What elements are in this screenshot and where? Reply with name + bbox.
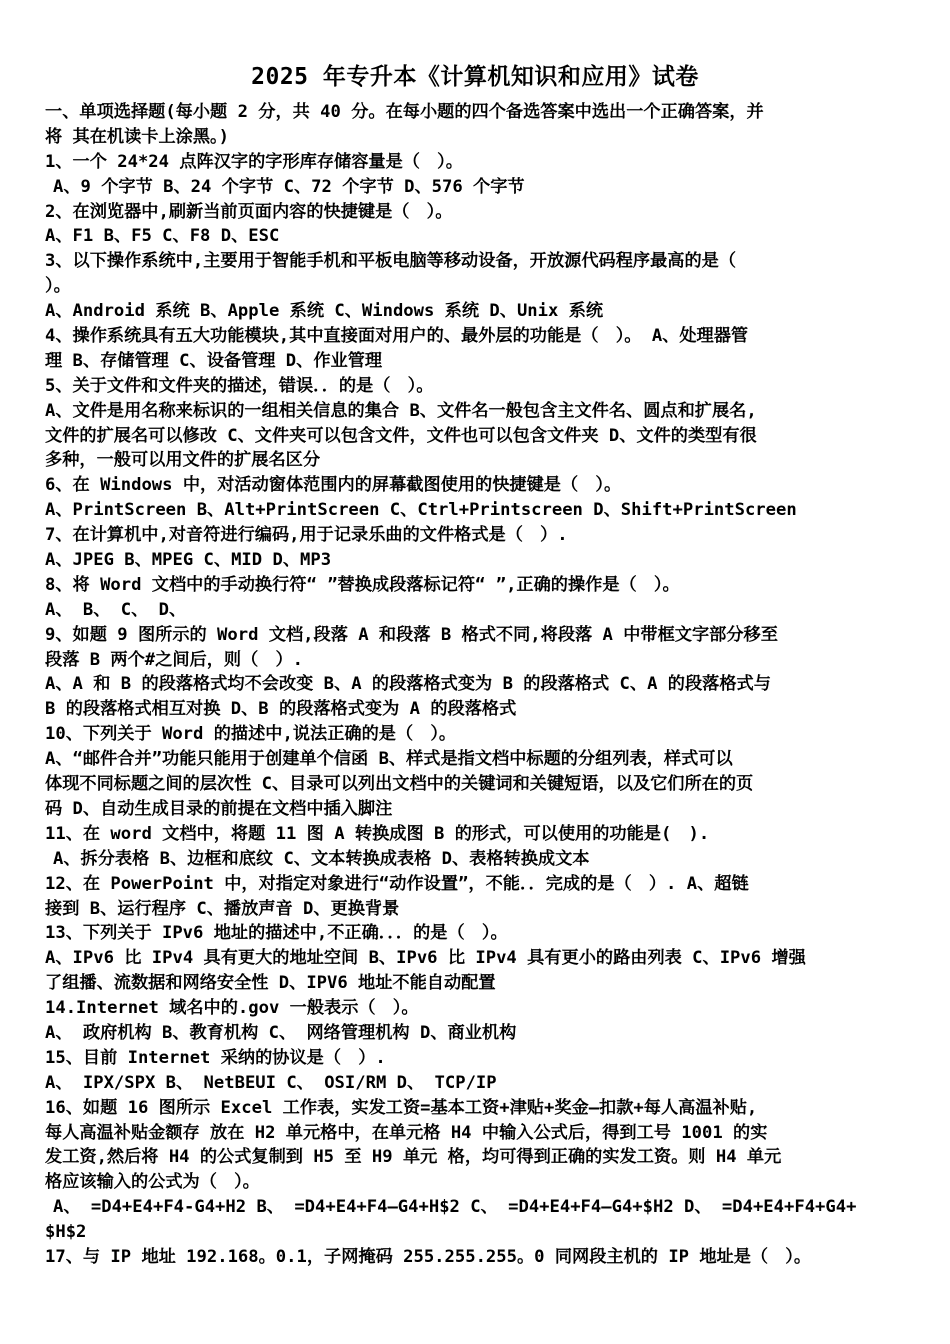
question-10-options: A、“邮件合并”功能只能用于创建单个信函 B、样式是指文档中标题的分组列表，样式可以 bbox=[45, 749, 733, 770]
question-16-options: A、 =D4+E4+F4-G4+H2 B、 =D4+E4+F4—G4+H$2 C、 =D4+E4+F4—G4+$H2 D、 =D4+E4+F4+G4+ bbox=[53, 1197, 857, 1218]
question-6-options: A、PrintScreen B、Alt+PrintScreen C、Ctrl+Printscreen D、Shift+PrintScreen bbox=[45, 500, 797, 521]
question-1-options: A、9 个字节 B、24 个字节 C、72 个字节 D、576 个字节 bbox=[53, 176, 525, 197]
question-5: 5、关于文件和文件夹的描述，错误．．的是（ ）。 bbox=[45, 375, 434, 396]
question-17: 17、与 IP 地址 192.168。0.1，子网掩码 255.255.255。0 同网段主机的 IP 地址是（ ）。 bbox=[45, 1246, 812, 1267]
question-5-options-cont: 文件的扩展名可以修改 C、文件夹可以包含文件，文件也可以包含文件夹 D、文件的类型有很 bbox=[45, 425, 757, 446]
question-6: 6、在 Windows 中，对活动窗体范围内的屏幕截图使用的快捷键是（ ）。 bbox=[45, 475, 622, 496]
question-7-options: A、JPEG B、MPEG C、MID D、MP3 bbox=[45, 550, 332, 571]
question-11: 11、在 word 文档中，将题 11 图 A 转换成图 B 的形式，可以使用的功能是( ). bbox=[45, 823, 710, 844]
exam-title: 2025 年专升本《计算机知识和应用》试卷 bbox=[251, 64, 699, 90]
section-heading-cont: 将 其在机读卡上涂黑。) bbox=[45, 126, 229, 147]
question-16-cont: 每人高温补贴金额存 放在 H2 单元格中，在单元格 H4 中输入公式后，得到工号 1001 的实 bbox=[45, 1122, 768, 1143]
question-2-options: A、F1 B、F5 C、F8 D、ESC bbox=[45, 226, 280, 247]
question-12: 12、在 PowerPoint 中，对指定对象进行“动作设置”，不能．．完成的是（ ）. A、超链 bbox=[45, 873, 749, 894]
question-12-options: 接到 B、运行程序 C、播放声音 D、更换背景 bbox=[45, 898, 400, 919]
question-14: 14.Internet 域名中的.gov 一般表示（ ）。 bbox=[45, 998, 419, 1019]
question-4: 4、操作系统具有五大功能模块,其中直接面对用户的、最外层的功能是（ ）。 A、处理器管 bbox=[45, 326, 749, 347]
question-14-options: A、 政府机构 B、教育机构 C、 网络管理机构 D、商业机构 bbox=[45, 1022, 517, 1043]
question-15-options: A、 IPX/SPX B、 NetBEUI C、 OSI/RM D、 TCP/IP bbox=[45, 1072, 497, 1093]
question-16-cont: 发工资,然后将 H4 的公式复制到 H5 至 H9 单元 格，均可得到正确的实发工资。则 H4 单元 bbox=[45, 1147, 782, 1168]
question-15: 15、目前 Internet 采纳的协议是（ ）. bbox=[45, 1047, 386, 1068]
question-9-options-cont: B 的段落格式相互对换 D、B 的段落格式变为 A 的段落格式 bbox=[45, 699, 517, 720]
question-10: 10、下列关于 Word 的描述中,说法正确的是（ ）。 bbox=[45, 724, 457, 745]
question-3: 3、以下操作系统中,主要用于智能手机和平板电脑等移动设备，开放源代码程序最高的是（ bbox=[45, 251, 737, 272]
question-13: 13、下列关于 IPv6 地址的描述中,不正确．．．的是（ ）。 bbox=[45, 923, 508, 944]
question-5-options: A、文件是用名称来标识的一组相关信息的集合 B、文件名一般包含主文件名、圆点和扩展名, bbox=[45, 400, 757, 421]
section-heading: 一、单项选择题(每小题 2 分，共 40 分。在每小题的四个备选答案中选出一个正确答案，并 bbox=[45, 102, 764, 122]
question-13-options: A、IPv6 比 IPv4 具有更大的地址空间 B、IPv6 比 IPv4 具有更小的路由列表 C、IPv6 增强 bbox=[45, 948, 806, 969]
question-8: 8、将 Word 文档中的手动换行符“ ”替换成段落标记符“ ”,正确的操作是（ ）。 bbox=[45, 574, 680, 595]
question-4-options: 理 B、存储管理 C、设备管理 D、作业管理 bbox=[45, 350, 383, 371]
question-13-options-cont: 了组播、流数据和网络安全性 D、IPV6 地址不能自动配置 bbox=[45, 973, 496, 994]
question-16-options-cont: $H$2 bbox=[45, 1222, 87, 1243]
question-10-options-cont: 码 D、自动生成目录的前提在文档中插入脚注 bbox=[45, 798, 393, 819]
question-11-options: A、拆分表格 B、边框和底纹 C、文本转换成表格 D、表格转换成文本 bbox=[53, 848, 590, 869]
question-3-cont: ）。 bbox=[45, 276, 71, 297]
question-16: 16、如题 16 图所示 Excel 工作表，实发工资=基本工资+津贴+奖金—扣款+每人高温补贴, bbox=[45, 1097, 758, 1118]
question-9-cont: 段落 B 两个#之间后，则（ ）. bbox=[45, 649, 303, 670]
question-8-options: A、 B、 C、 D、 bbox=[45, 599, 187, 620]
exam-content bbox=[45, 100, 915, 1270]
question-1: 1、一个 24*24 点阵汉字的字形库存储容量是（ ）。 bbox=[45, 151, 463, 172]
question-2: 2、在浏览器中,刷新当前页面内容的快捷键是（ ）。 bbox=[45, 201, 453, 222]
question-10-options-cont: 体现不同标题之间的层次性 C、目录可以列出文档中的关键词和关键短语，以及它们所在的页 bbox=[45, 774, 754, 795]
question-16-cont: 格应该输入的公式为（ ）。 bbox=[45, 1172, 260, 1193]
question-9: 9、如题 9 图所示的 Word 文档,段落 A 和段落 B 格式不同,将段落 A 中带框文字部分移至 bbox=[45, 624, 778, 645]
question-5-options-cont: 多种，一般可以用文件的扩展名区分 bbox=[45, 450, 321, 471]
question-7: 7、在计算机中,对音符进行编码,用于记录乐曲的文件格式是（ ）. bbox=[45, 525, 568, 546]
question-3-options: A、Android 系统 B、Apple 系统 C、Windows 系统 D、Unix 系统 bbox=[45, 301, 604, 322]
question-9-options: A、A 和 B 的段落格式均不会改变 B、A 的段落格式变为 B 的段落格式 C、A 的段落格式与 bbox=[45, 674, 771, 695]
